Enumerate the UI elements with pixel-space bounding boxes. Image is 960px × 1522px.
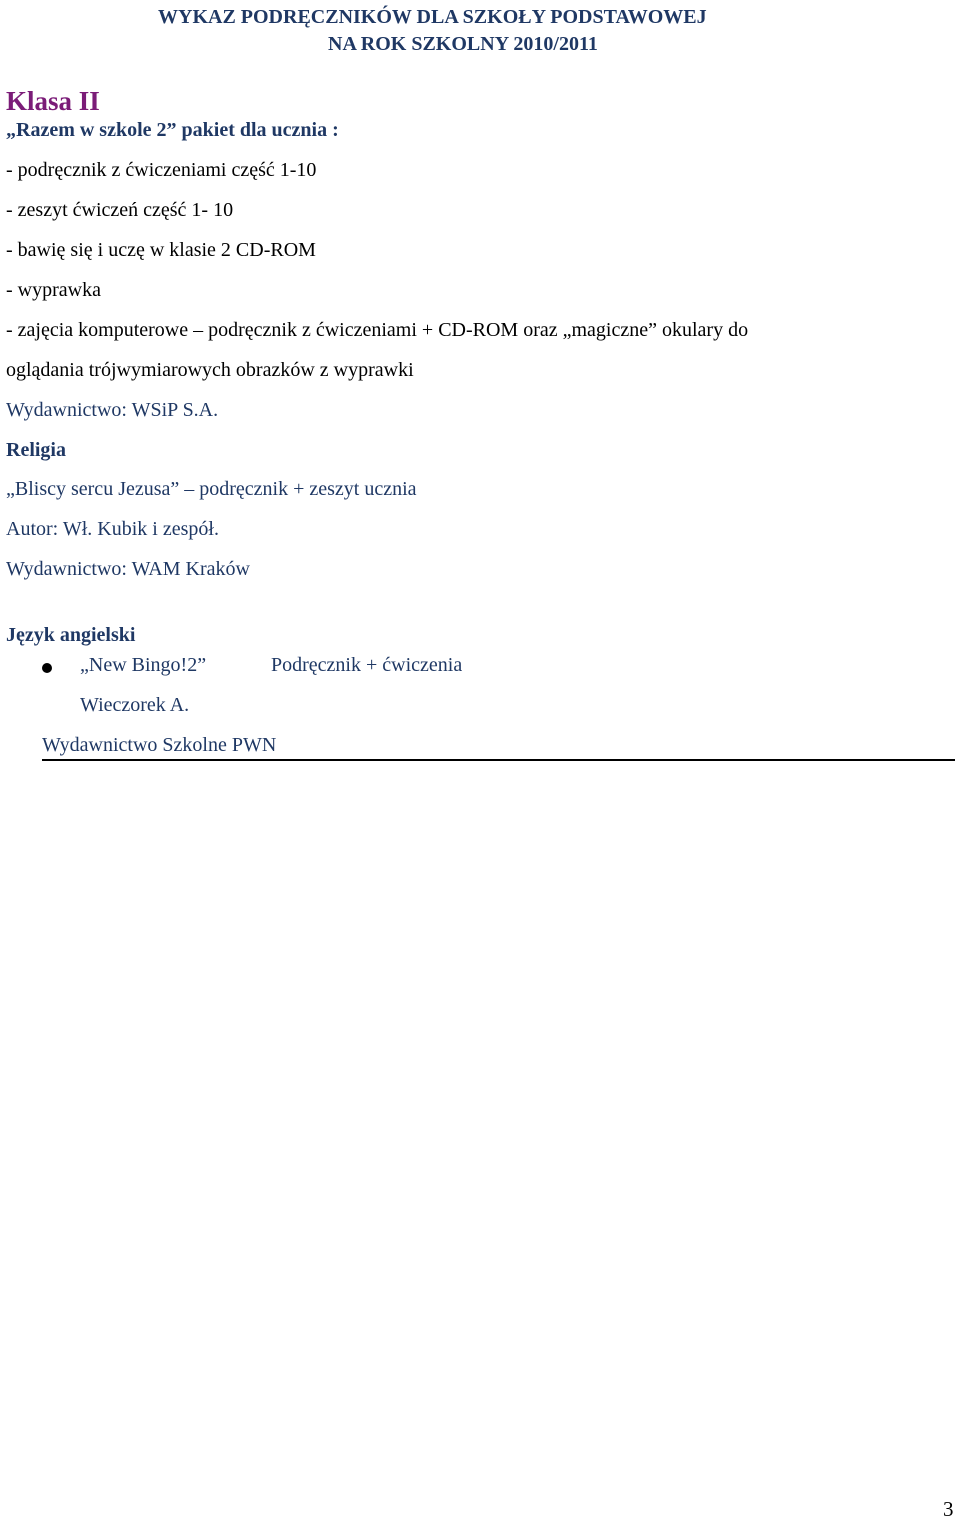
religion-author: Autor: Wł. Kubik i zespół. xyxy=(6,518,219,540)
document-title-line-1: WYKAZ PODRĘCZNIKÓW DLA SZKOŁY PODSTAWOWEJ xyxy=(158,6,707,28)
list-item: - wyprawka xyxy=(6,279,101,301)
list-item: oglądania trójwymiarowych obrazków z wyprawki xyxy=(6,359,414,381)
set-title: „Razem w szkole 2” pakiet dla ucznia : xyxy=(6,119,339,141)
document-title-line-2: NA ROK SZKOLNY 2010/2011 xyxy=(328,33,598,55)
english-author: Wieczorek A. xyxy=(80,694,190,716)
bullet-icon xyxy=(42,663,52,673)
list-item: - zajęcia komputerowe – podręcznik z ćwiczeniami + CD-ROM oraz „magiczne” okulary do xyxy=(6,319,749,341)
list-item: - podręcznik z ćwiczeniami część 1-10 xyxy=(6,159,317,181)
class-heading: Klasa II xyxy=(6,86,100,116)
english-publisher: Wydawnictwo Szkolne PWN xyxy=(42,734,277,756)
list-item: - zeszyt ćwiczeń część 1- 10 xyxy=(6,199,234,221)
english-heading: Język angielski xyxy=(6,624,136,646)
religion-heading: Religia xyxy=(6,439,66,461)
list-item: - bawię się i uczę w klasie 2 CD-ROM xyxy=(6,239,316,261)
religion-publisher: Wydawnictwo: WAM Kraków xyxy=(6,558,250,580)
page-number: 3 xyxy=(943,1497,954,1521)
horizontal-divider xyxy=(42,759,955,761)
religion-book: „Bliscy sercu Jezusa” – podręcznik + zeszyt ucznia xyxy=(6,478,417,500)
publisher-wsip: Wydawnictwo: WSiP S.A. xyxy=(6,399,219,421)
english-book-description: Podręcznik + ćwiczenia xyxy=(271,654,463,676)
english-book-title: „New Bingo!2” xyxy=(80,654,207,676)
